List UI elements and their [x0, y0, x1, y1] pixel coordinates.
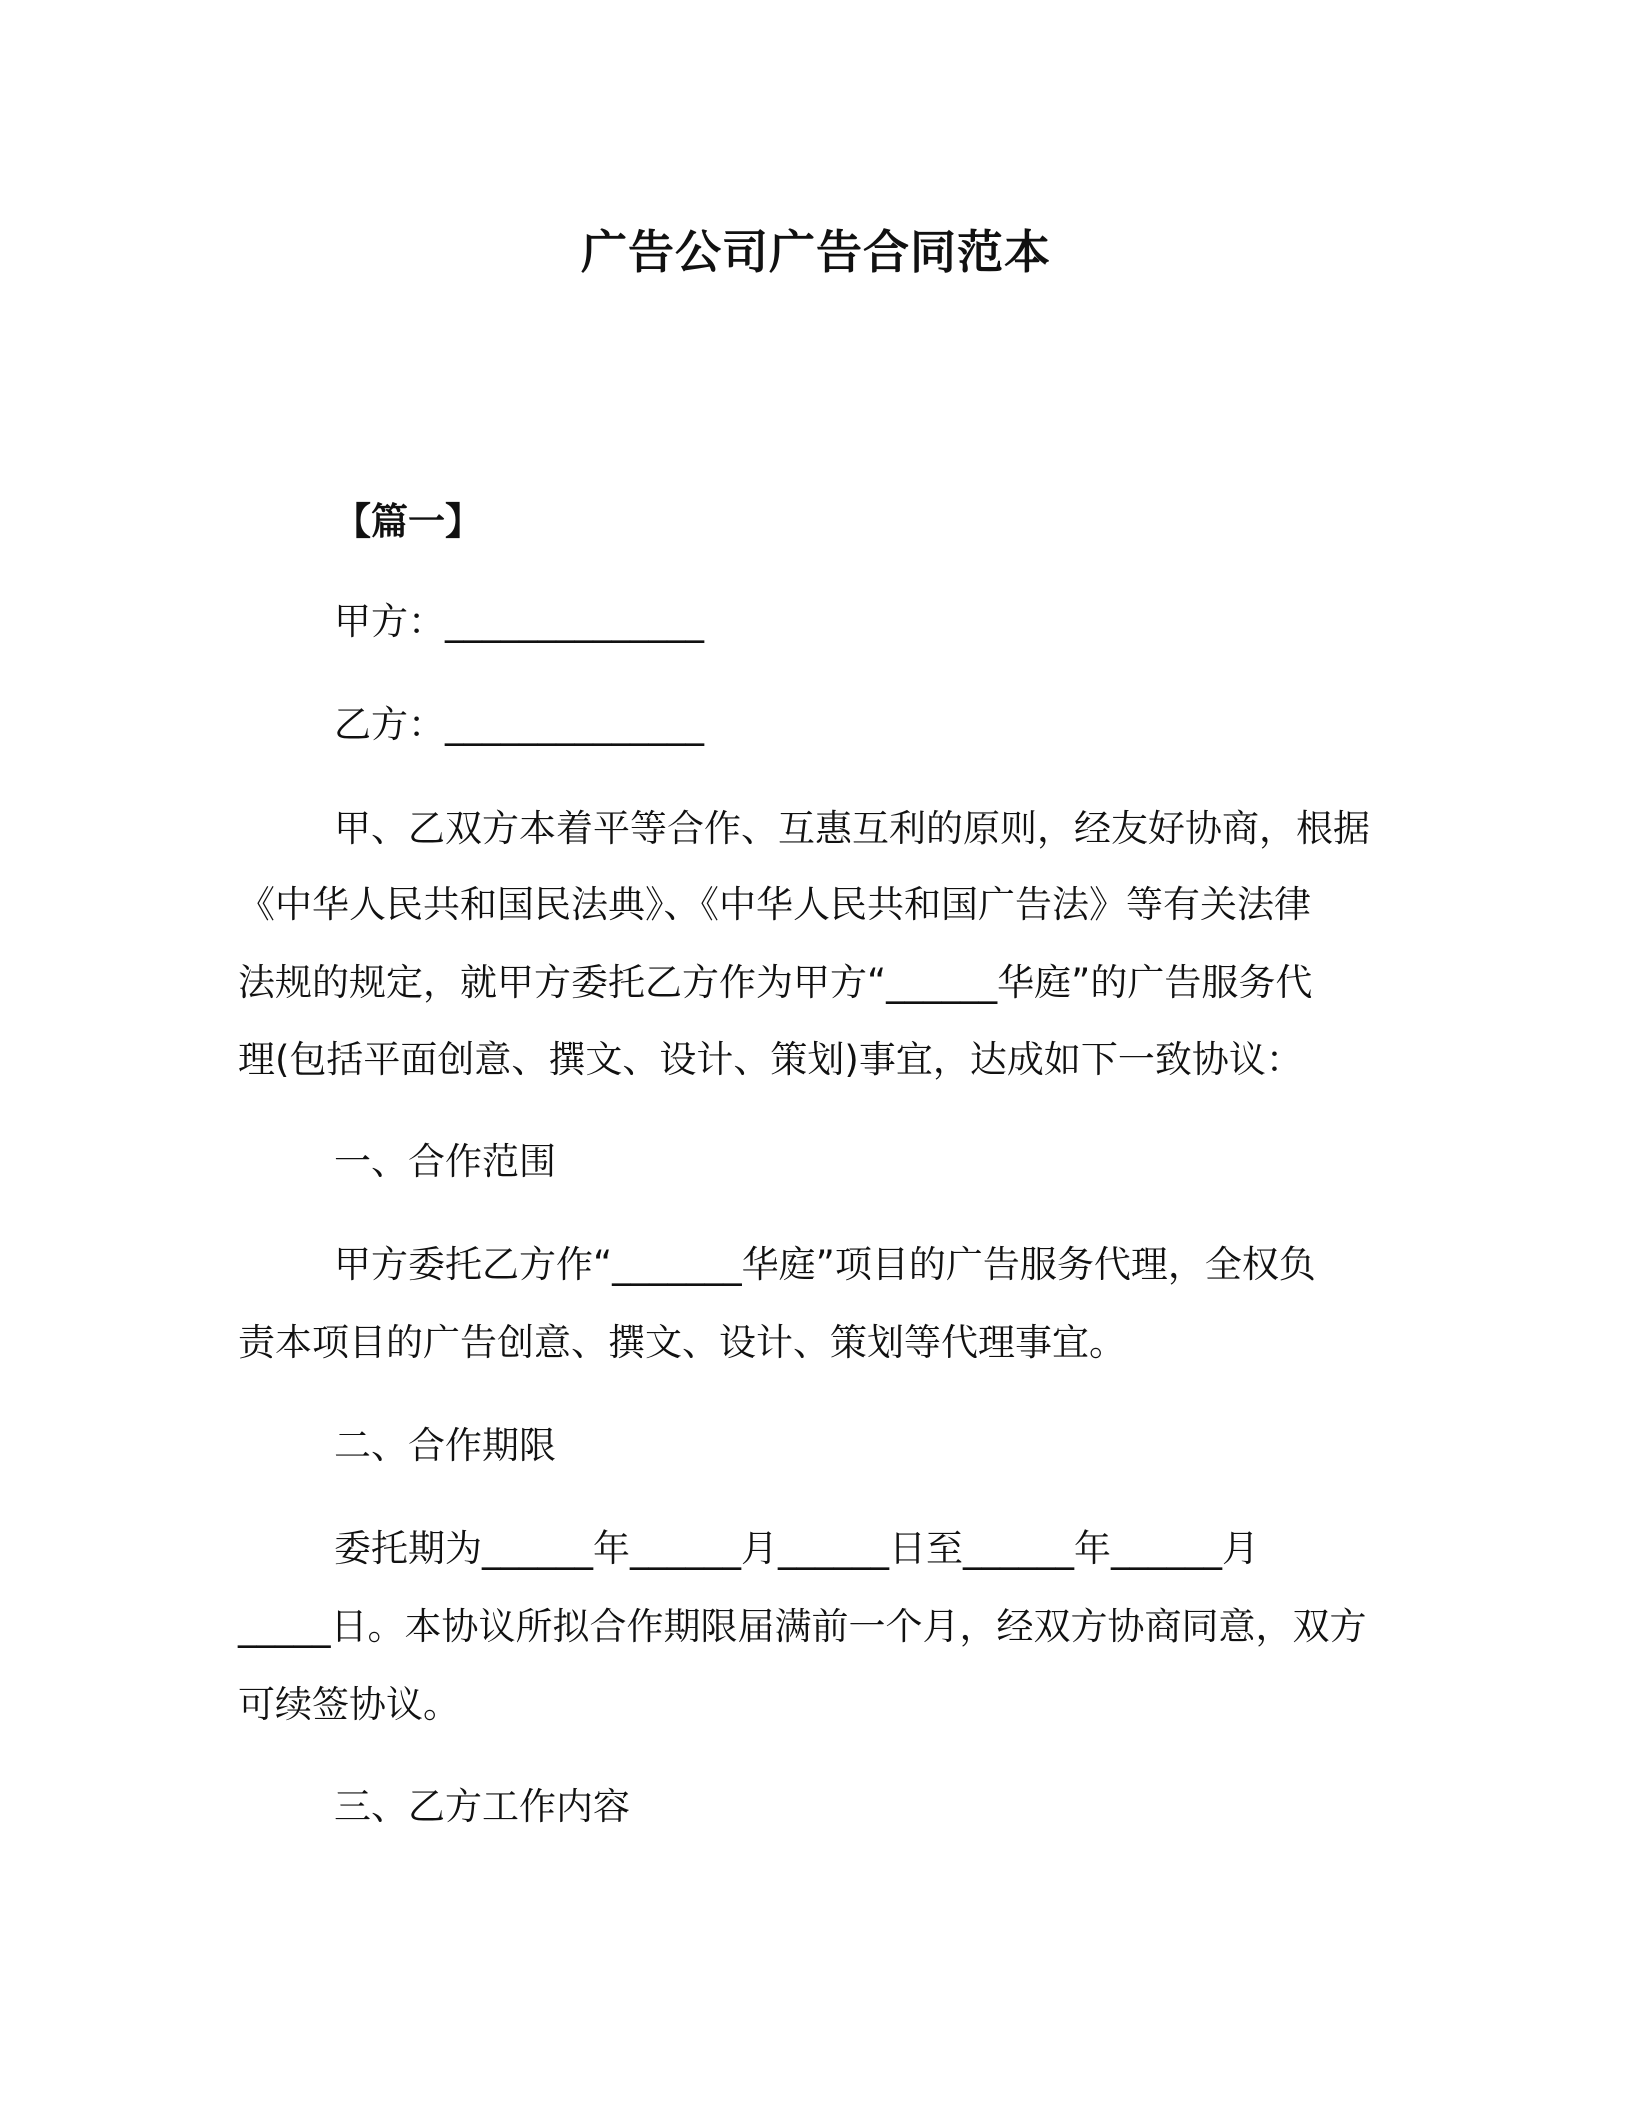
intro-line-4: 理(包括平面创意、撰文、设计、策划)事宜，达成如下一致协议： — [238, 1038, 1303, 1081]
clause-2-line-2: _____日。本协议所拟合作期限届满前一个月，经双方协商同意，双方 — [238, 1605, 1367, 1648]
clause-2-line-1: 委托期为______年______月______日至______年______月 — [334, 1527, 1259, 1570]
section-label: 【篇一】 — [334, 500, 482, 543]
party-a-line: 甲方：______________ — [334, 600, 704, 643]
clause-2-line-3: 可续签协议。 — [238, 1683, 460, 1726]
intro-line-2: 《中华人民共和国民法典》、《中华人民共和国广告法》等有关法律 — [238, 883, 1311, 926]
clause-1-line-1: 甲方委托乙方作“_______华庭”项目的广告服务代理，全权负 — [334, 1243, 1316, 1286]
intro-line-3: 法规的规定，就甲方委托乙方作为甲方“______华庭”的广告服务代 — [238, 961, 1313, 1004]
party-b-line: 乙方：______________ — [334, 703, 704, 746]
clause-2-heading: 二、合作期限 — [334, 1424, 556, 1467]
clause-3-heading: 三、乙方工作内容 — [334, 1785, 630, 1828]
clause-1-line-2: 责本项目的广告创意、撰文、设计、策划等代理事宜。 — [238, 1321, 1126, 1364]
document-title: 广告公司广告合同范本 — [581, 225, 1051, 279]
clause-1-heading: 一、合作范围 — [334, 1140, 556, 1183]
intro-line-1: 甲、乙双方本着平等合作、互惠互利的原则，经友好协商，根据 — [334, 807, 1370, 850]
